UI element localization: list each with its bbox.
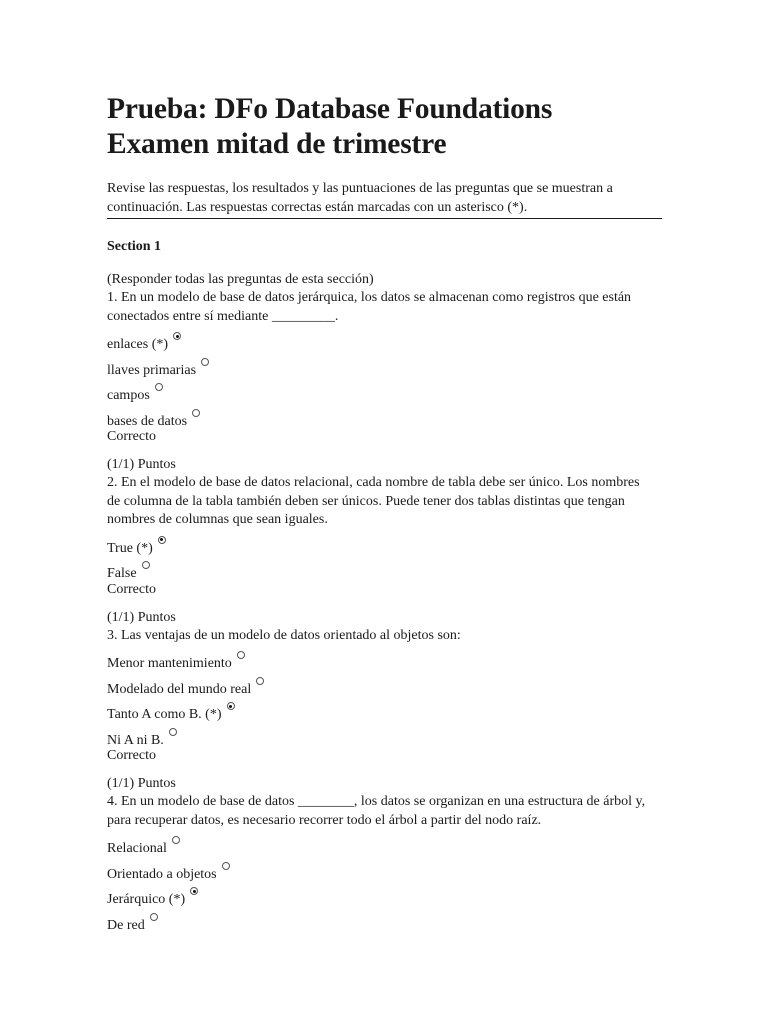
radio-unselected-icon[interactable]	[142, 561, 150, 569]
answer-option[interactable]	[107, 677, 667, 703]
radio-unselected-icon[interactable]	[150, 913, 158, 921]
question-text: 2. En el modelo de base de datos relacional, cada nombre de tabla debe ser único. Los nombres de columna de la tabla también deben ser únicos. Puede tener dos tablas distintas que tengan nombres de columnas que sean iguales.	[107, 475, 640, 527]
section-title: Section 1	[107, 239, 162, 254]
radio-unselected-icon[interactable]	[256, 677, 264, 685]
answer-option-label: Ni A ni B.	[107, 732, 164, 748]
answer-option-label: Relacional	[107, 841, 167, 856]
answer-option-label: De red	[107, 917, 145, 933]
answer-option-label: Jerárquico (*)	[107, 892, 186, 907]
answer-option-label: Modelado del mundo real	[107, 681, 252, 697]
question-4	[107, 793, 667, 938]
points-text: (1/1) Puntos	[107, 457, 176, 472]
question-text: 3. Las ventajas de un modelo de datos orientado al objetos son:	[107, 627, 461, 643]
answer-options	[107, 332, 667, 434]
question-2	[107, 474, 667, 627]
answer-option[interactable]	[107, 383, 667, 409]
radio-unselected-icon[interactable]	[155, 383, 163, 391]
answer-option-label: enlaces (*)	[107, 337, 169, 352]
question-list	[107, 289, 667, 938]
radio-selected-icon[interactable]	[158, 536, 166, 544]
answer-option-label: campos	[107, 388, 150, 403]
result-text: Correcto	[107, 429, 156, 444]
intro-text: Revise las respuestas, los resultados y las puntuaciones de las preguntas que se muestran a continuación. Las respuestas correctas están marcadas con un asterisco (*).	[107, 179, 662, 219]
answer-option-label: llaves primarias	[107, 362, 197, 378]
radio-unselected-icon[interactable]	[222, 862, 230, 870]
points-text: (1/1) Puntos	[107, 776, 176, 791]
result-text: Correcto	[107, 748, 156, 763]
answer-option[interactable]	[107, 536, 667, 562]
section-instruction: (Responder todas las preguntas de esta sección)	[107, 272, 374, 287]
answer-option-label: Tanto A como B. (*)	[107, 707, 222, 722]
answer-option[interactable]	[107, 358, 667, 384]
document-page	[107, 92, 667, 938]
radio-selected-icon[interactable]	[173, 332, 181, 340]
radio-unselected-icon[interactable]	[237, 651, 245, 659]
answer-option-label: False	[107, 566, 137, 581]
radio-unselected-icon[interactable]	[192, 409, 200, 417]
answer-option-label: Orientado a objetos	[107, 866, 217, 882]
answer-option-label: bases de datos	[107, 413, 188, 429]
question-text: 1. En un modelo de base de datos jerárquica, los datos se almacenan como registros que están conectados entre sí mediante _________.	[107, 290, 632, 324]
question-text: 4. En un modelo de base de datos ________, los datos se organizan en una estructura de árbol y, para recuperar datos, es necesario recorrer todo el árbol a partir del nodo raíz.	[107, 794, 646, 828]
answer-options	[107, 536, 667, 587]
radio-selected-icon[interactable]	[190, 887, 198, 895]
points-text: (1/1) Puntos	[107, 609, 176, 625]
answer-option[interactable]	[107, 651, 667, 677]
title-line-2: Examen mitad de trimestre	[107, 128, 447, 160]
answer-options	[107, 836, 667, 938]
question-3	[107, 627, 667, 794]
answer-option-label: Menor mantenimiento	[107, 656, 232, 671]
page-title	[107, 92, 667, 162]
answer-option[interactable]	[107, 332, 667, 358]
radio-selected-icon[interactable]	[227, 702, 235, 710]
result-text: Correcto	[107, 581, 156, 597]
answer-option[interactable]	[107, 913, 667, 939]
radio-unselected-icon[interactable]	[172, 836, 180, 844]
answer-option[interactable]	[107, 702, 667, 728]
answer-option[interactable]	[107, 887, 667, 913]
answer-option[interactable]	[107, 836, 667, 862]
radio-unselected-icon[interactable]	[169, 728, 177, 736]
answer-option[interactable]	[107, 862, 667, 888]
title-line-1: Prueba: DFo Database Foundations	[107, 93, 553, 125]
radio-unselected-icon[interactable]	[201, 358, 209, 366]
question-1	[107, 289, 667, 474]
answer-options	[107, 651, 667, 753]
answer-option-label: True (*)	[107, 540, 153, 556]
